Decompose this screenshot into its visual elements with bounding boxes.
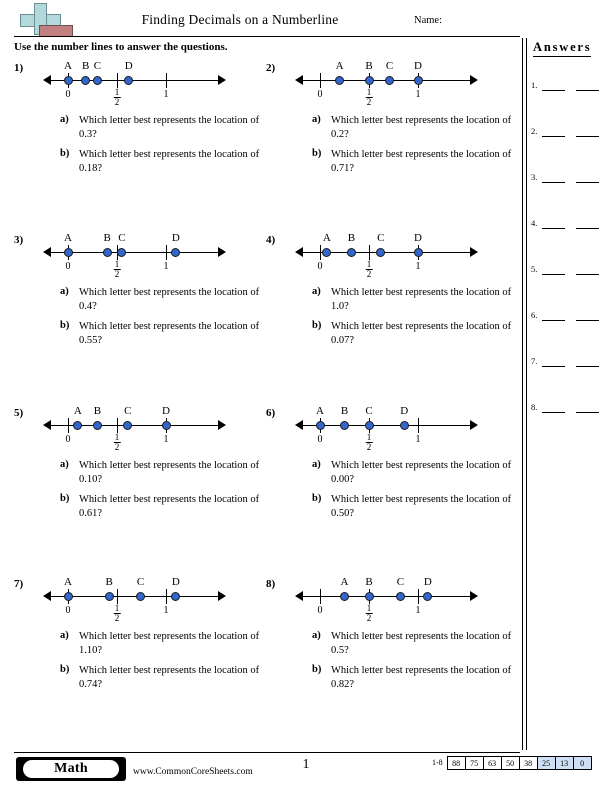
number-line-point-label: C <box>377 232 385 244</box>
question-letter: b) <box>312 320 322 331</box>
question-row <box>60 493 275 520</box>
arrow-right-icon <box>470 591 478 601</box>
question-letter: a) <box>312 459 321 470</box>
question-block <box>312 459 527 527</box>
number-line-point[interactable] <box>322 248 331 257</box>
number-line-point-label: D <box>414 232 422 244</box>
question-row <box>312 148 527 175</box>
number-line-point[interactable] <box>385 76 394 85</box>
number-line-point-label: C <box>365 405 373 417</box>
score-cell: 13 <box>555 756 574 770</box>
fraction-denominator: 2 <box>366 97 372 107</box>
answer-row <box>531 262 611 276</box>
number-line-point-label: D <box>400 405 409 417</box>
number-line-point[interactable] <box>376 248 385 257</box>
question-text: Which letter best represents the location of 0.2? <box>331 115 512 140</box>
fraction-denominator: 2 <box>114 97 120 107</box>
question-text: Which letter best represents the location of 0.00? <box>331 460 512 485</box>
problem-number: 6) <box>266 407 276 419</box>
answer-blank-b[interactable] <box>576 320 599 321</box>
answer-row-number: 7. <box>531 356 538 366</box>
number-line-point-label: B <box>347 232 356 244</box>
number-line-point[interactable] <box>93 421 102 430</box>
arrow-left-icon <box>43 247 51 257</box>
fraction-numerator: 1 <box>114 432 120 442</box>
answers-column <box>522 0 612 750</box>
answer-blank-a[interactable] <box>542 228 565 229</box>
number-line-tick-label: 1 <box>415 434 421 445</box>
number-line-point-label: A <box>64 232 72 244</box>
number-line-point[interactable] <box>400 421 409 430</box>
question-block <box>312 630 527 698</box>
arrow-right-icon <box>218 75 226 85</box>
number-line-point-label: B <box>93 405 102 417</box>
question-row <box>60 630 275 657</box>
number-line-point-label: A <box>335 60 344 72</box>
number-line-point[interactable] <box>171 248 180 257</box>
header-divider <box>14 36 520 37</box>
number-line-point[interactable] <box>316 421 325 430</box>
arrow-left-icon <box>43 420 51 430</box>
number-line <box>42 62 227 110</box>
question-row <box>312 459 527 486</box>
question-row <box>312 286 527 313</box>
number-line-point[interactable] <box>81 76 90 85</box>
arrow-left-icon <box>295 591 303 601</box>
question-block <box>60 630 275 698</box>
number-line-tick <box>418 589 419 604</box>
number-line-point[interactable] <box>93 76 102 85</box>
fraction-denominator: 2 <box>114 442 120 452</box>
number-line-point[interactable] <box>123 421 132 430</box>
number-line <box>294 578 479 626</box>
number-line-point[interactable] <box>335 76 344 85</box>
problem-number: 4) <box>266 234 276 246</box>
number-line-tick <box>68 418 69 433</box>
number-line-axis <box>50 596 218 597</box>
subject-badge-label: Math <box>23 760 119 778</box>
number-line-tick-label: 1 <box>163 605 169 616</box>
fraction-denominator: 2 <box>114 269 120 279</box>
question-text: Which letter best represents the location of 0.50? <box>331 494 512 519</box>
number-line-point-label: C <box>124 405 132 417</box>
number-line-point[interactable] <box>117 248 126 257</box>
number-line-tick <box>320 589 321 604</box>
number-line-tick-label: 1 <box>163 261 169 272</box>
number-line-tick-label: 1 <box>163 434 169 445</box>
number-line-point[interactable] <box>414 76 423 85</box>
number-line-point-label: C <box>118 232 126 244</box>
question-text: Which letter best represents the location of 0.71? <box>331 149 512 174</box>
number-line-point-label: B <box>105 576 113 588</box>
number-line-point-label: A <box>340 576 349 588</box>
question-row <box>312 114 527 141</box>
number-line-point-label: D <box>423 576 432 588</box>
number-line <box>42 407 227 455</box>
problem-number: 7) <box>14 578 24 590</box>
number-line-axis <box>302 596 470 597</box>
question-row <box>312 320 527 347</box>
fraction-numerator: 1 <box>114 87 120 97</box>
score-cell: 38 <box>519 756 538 770</box>
number-line-point[interactable] <box>340 421 349 430</box>
number-line-tick-label: 0 <box>317 261 323 272</box>
answer-blank-b[interactable] <box>576 228 599 229</box>
fraction-numerator: 1 <box>366 87 372 97</box>
number-line-axis <box>50 252 218 253</box>
score-cell: 0 <box>573 756 592 770</box>
number-line-axis <box>302 425 470 426</box>
instructions-text: Use the number lines to answer the questions. <box>14 41 228 53</box>
answer-blank-b[interactable] <box>576 136 599 137</box>
number-line-point[interactable] <box>105 592 114 601</box>
answer-row-number: 4. <box>531 218 538 228</box>
number-line-tick-label <box>366 260 373 279</box>
problem-number: 1) <box>14 62 24 74</box>
answer-blank-b[interactable] <box>576 90 599 91</box>
arrow-right-icon <box>218 591 226 601</box>
fraction-denominator: 2 <box>366 613 372 623</box>
question-text: Which letter best represents the location of 1.0? <box>331 287 512 312</box>
score-cell: 63 <box>483 756 502 770</box>
number-line-tick-label: 0 <box>65 89 71 100</box>
fraction-numerator: 1 <box>366 603 372 613</box>
question-block <box>312 286 527 354</box>
question-text: Which letter best represents the location of 0.74? <box>79 665 260 690</box>
arrow-left-icon <box>295 420 303 430</box>
fraction-numerator: 1 <box>114 603 120 613</box>
number-line-point-label: A <box>316 405 324 417</box>
question-letter: b) <box>312 664 322 675</box>
arrow-right-icon <box>218 420 226 430</box>
arrow-right-icon <box>470 420 478 430</box>
question-block <box>60 459 275 527</box>
number-line-point-label: D <box>171 576 180 588</box>
number-line-tick-label <box>114 433 121 452</box>
problem-number: 8) <box>266 578 276 590</box>
question-row <box>312 664 527 691</box>
number-line-tick <box>117 589 118 604</box>
fraction-numerator: 1 <box>366 432 372 442</box>
number-line-point[interactable] <box>103 248 112 257</box>
question-letter: b) <box>60 320 70 331</box>
number-line <box>294 234 479 282</box>
score-cell: 75 <box>465 756 484 770</box>
number-line-point-label: B <box>365 60 373 72</box>
number-line-point-label: D <box>414 60 422 72</box>
answer-blank-b[interactable] <box>576 412 599 413</box>
number-line-point-label: D <box>171 232 180 244</box>
number-line-tick-label: 0 <box>317 605 323 616</box>
score-cell: 25 <box>537 756 556 770</box>
number-line-tick <box>166 245 167 260</box>
arrow-right-icon <box>218 247 226 257</box>
number-line-point-label: C <box>136 576 145 588</box>
number-line-tick-label: 0 <box>65 605 71 616</box>
question-letter: a) <box>60 114 69 125</box>
arrow-right-icon <box>470 247 478 257</box>
number-line-point-label: A <box>64 576 72 588</box>
number-line-tick-label <box>114 604 121 623</box>
question-letter: a) <box>60 630 69 641</box>
question-text: Which letter best represents the location of 0.07? <box>331 321 512 346</box>
question-letter: a) <box>312 630 321 641</box>
question-letter: a) <box>60 459 69 470</box>
number-line-point[interactable] <box>124 76 133 85</box>
question-letter: b) <box>312 148 322 159</box>
number-line-point-label: D <box>162 405 170 417</box>
arrow-left-icon <box>43 591 51 601</box>
question-letter: a) <box>60 286 69 297</box>
fraction-denominator: 2 <box>366 269 372 279</box>
number-line-point[interactable] <box>64 76 73 85</box>
page-title: Finding Decimals on a Numberline <box>141 12 339 27</box>
number-line-point[interactable] <box>347 248 356 257</box>
number-line-tick-label: 0 <box>317 89 323 100</box>
number-line-point[interactable] <box>365 421 374 430</box>
number-line-tick <box>166 73 167 88</box>
score-cell: 88 <box>447 756 466 770</box>
number-line-point-label: C <box>93 60 102 72</box>
score-range-label: 1-8 <box>432 758 443 767</box>
answer-blank-a[interactable] <box>542 412 565 413</box>
number-line-tick <box>166 589 167 604</box>
number-line-point[interactable] <box>64 248 73 257</box>
number-line <box>294 62 479 110</box>
number-line-point-label: A <box>322 232 331 244</box>
question-text: Which letter best represents the location of 0.10? <box>79 460 260 485</box>
name-label: Name: <box>414 15 442 26</box>
number-line-point[interactable] <box>136 592 145 601</box>
number-line-tick-label: 0 <box>65 261 71 272</box>
number-line-point-label: D <box>124 60 133 72</box>
number-line <box>42 234 227 282</box>
question-block <box>60 114 275 182</box>
question-letter: b) <box>60 493 70 504</box>
answer-blank-b[interactable] <box>576 182 599 183</box>
number-line-tick-label: 0 <box>317 434 323 445</box>
problem-number: 2) <box>266 62 276 74</box>
number-line-point[interactable] <box>171 592 180 601</box>
number-line-axis <box>50 80 218 81</box>
footer-divider <box>14 752 520 753</box>
answer-blank-a[interactable] <box>542 320 565 321</box>
question-row <box>312 630 527 657</box>
answer-blank-a[interactable] <box>542 366 565 367</box>
arrow-left-icon <box>43 75 51 85</box>
arrow-left-icon <box>295 247 303 257</box>
answer-row-number: 8. <box>531 402 538 412</box>
number-line-tick <box>418 418 419 433</box>
question-text: Which letter best represents the location of 0.4? <box>79 287 260 312</box>
site-url: www.CommonCoreSheets.com <box>133 767 253 777</box>
question-block <box>312 114 527 182</box>
arrow-left-icon <box>295 75 303 85</box>
answer-blank-b[interactable] <box>576 366 599 367</box>
answer-row-number: 3. <box>531 172 538 182</box>
number-line-tick <box>320 245 321 260</box>
question-letter: a) <box>312 114 321 125</box>
number-line-point-label: B <box>365 576 373 588</box>
answer-blank-a[interactable] <box>542 90 565 91</box>
answers-heading: Answers <box>533 40 591 57</box>
answer-blank-a[interactable] <box>542 274 565 275</box>
answer-blank-b[interactable] <box>576 274 599 275</box>
number-line-tick-label: 1 <box>415 261 421 272</box>
number-line-tick-label <box>366 433 373 452</box>
question-row <box>60 114 275 141</box>
score-cell: 50 <box>501 756 520 770</box>
number-line-tick-label <box>366 604 373 623</box>
number-line-tick-label: 1 <box>415 89 421 100</box>
number-line-point-label: C <box>396 576 405 588</box>
fraction-denominator: 2 <box>114 613 120 623</box>
number-line <box>42 578 227 626</box>
number-line-tick-label <box>114 260 121 279</box>
page-header <box>0 0 612 40</box>
number-line-point-label: A <box>73 405 82 417</box>
question-text: Which letter best represents the location of 1.10? <box>79 631 260 656</box>
answer-row <box>531 170 611 184</box>
answer-row <box>531 308 611 322</box>
number-line-tick-label: 0 <box>65 434 71 445</box>
question-text: Which letter best represents the location of 0.82? <box>331 665 512 690</box>
number-line <box>294 407 479 455</box>
answer-row-number: 5. <box>531 264 538 274</box>
number-line-tick <box>320 73 321 88</box>
answer-row <box>531 354 611 368</box>
question-row <box>60 459 275 486</box>
question-block <box>60 286 275 354</box>
number-line-point[interactable] <box>162 421 171 430</box>
fraction-numerator: 1 <box>114 259 120 269</box>
question-text: Which letter best represents the location of 0.5? <box>331 631 512 656</box>
number-line-tick-label <box>366 88 373 107</box>
arrow-right-icon <box>470 75 478 85</box>
problem-number: 5) <box>14 407 24 419</box>
number-line-point[interactable] <box>423 592 432 601</box>
number-line-tick <box>117 73 118 88</box>
number-line-point[interactable] <box>64 592 73 601</box>
answer-row-number: 1. <box>531 80 538 90</box>
question-row <box>60 320 275 347</box>
question-letter: b) <box>60 148 70 159</box>
answer-row <box>531 78 611 92</box>
problem-number: 3) <box>14 234 24 246</box>
number-line-point-label: B <box>103 232 111 244</box>
number-line-tick <box>117 418 118 433</box>
number-line-point[interactable] <box>73 421 82 430</box>
answer-row <box>531 124 611 138</box>
answer-row-number: 6. <box>531 310 538 320</box>
number-line-point-label: B <box>340 405 349 417</box>
answer-row-number: 2. <box>531 126 538 136</box>
page-number: 1 <box>302 757 310 772</box>
number-line-point[interactable] <box>365 76 374 85</box>
question-row <box>60 664 275 691</box>
answer-blank-a[interactable] <box>542 182 565 183</box>
number-line-point-label: A <box>64 60 72 72</box>
question-text: Which letter best represents the location of 0.18? <box>79 149 260 174</box>
answer-blank-a[interactable] <box>542 136 565 137</box>
question-row <box>60 148 275 175</box>
number-line-point[interactable] <box>365 592 374 601</box>
number-line-point[interactable] <box>340 592 349 601</box>
number-line-point-label: B <box>81 60 90 72</box>
question-text: Which letter best represents the location of 0.3? <box>79 115 260 140</box>
score-grid <box>432 755 592 770</box>
fraction-denominator: 2 <box>366 442 372 452</box>
question-text: Which letter best represents the location of 0.61? <box>79 494 260 519</box>
number-line-tick-label: 1 <box>163 89 169 100</box>
answer-row <box>531 400 611 414</box>
question-row <box>60 286 275 313</box>
question-text: Which letter best represents the location of 0.55? <box>79 321 260 346</box>
fraction-numerator: 1 <box>366 259 372 269</box>
question-letter: a) <box>312 286 321 297</box>
question-row <box>312 493 527 520</box>
number-line-tick <box>369 245 370 260</box>
question-letter: b) <box>60 664 70 675</box>
question-letter: b) <box>312 493 322 504</box>
number-line-tick-label <box>114 88 121 107</box>
number-line-point[interactable] <box>396 592 405 601</box>
number-line-tick-label: 1 <box>415 605 421 616</box>
answer-row <box>531 216 611 230</box>
number-line-point[interactable] <box>414 248 423 257</box>
number-line-point-label: C <box>385 60 394 72</box>
